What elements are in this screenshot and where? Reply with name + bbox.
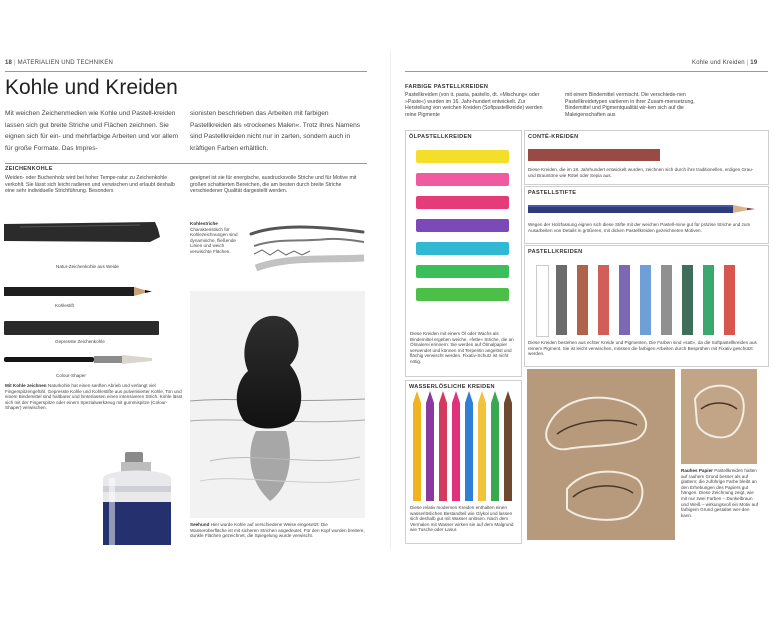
mit-kohle-bold: Mit Kohle zeichnen [5,383,47,388]
pastel-stick-brown [577,265,588,335]
left-page-header: 18 | MATERIALIEN UND TECHNIKEN [5,60,114,66]
oel-text: Diese Kreiden mit einem Öl oder Wachs als Bindemittel ergeben weiche, »fette« Striche, die an Ölmalerei erinnern. Sie werden auf Ölmalpapier verwendet und können mit Terpentin angelöst und flächig verwischt werden. Fixativ-Schutz ist nicht nötig. [410,331,514,364]
section-label: MATERIALIEN UND TECHNIKEN [17,60,114,66]
kohlestriche-heading: Kohlestriche [190,221,218,226]
stifte-heading: PASTELLSTIFTE [528,190,577,196]
right-page-header: Kohle und Kreiden | 19 [692,60,758,66]
pastel-stick-blue [640,265,651,335]
rauhes-text: Pastellkreiden halten auf rauhem Grund besser als auf glattem; die zuführige Farbe bleibt an den Erhebungen des Papiers gut hängen. Diese Zeichnung zeigt, wie mit nur zwei Farben – Dunkelbraun und Weiß – wirkungsvoll ein Motiv auf farbigem Grund gestaltet wer-den kann. [681,468,759,518]
conte-heading: CONTÉ-KREIDEN [528,134,579,140]
pastel-stick-green [703,265,714,335]
seehund-text: Hier wurde Kohle auf verschiedene Weise eingesetzt: Die Wasseroberfläche ist mit sicheren Strichen angedeutet. Für den Kopf wurden breitere, dunkle Flächen gezeichnet, die Spiegelung wurde verwischt. [190,522,365,539]
small-dog-drawing [681,369,757,464]
caption-shaper: Colour-Shaper [56,373,86,378]
seal-drawing [190,291,365,518]
seehund-bold: Seehund [190,522,210,527]
oel-heading: ÖLPASTELLKREIDEN [409,134,472,140]
conte-text: Diese Kreiden, die im 18. Jahrhundert entwickelt wurden, zeichnen sich durch ihre traditionellen, erdigen Grau- und Brauntöne wie Rötel oder Sepia aus. [528,167,754,178]
pastell-heading: PASTELLKREIDEN [528,249,583,255]
stifte-text: Wegen der Holzfassung eignen sich diese Stifte mit der weichen Pastell-mine gut für präzise Striche und zum Ausarbeiten von Details in größeren, mit dicken Pastellkreiden gezeichneten Motiven. [528,222,751,233]
oil-pastel-magenta [416,196,509,209]
water-crayon-8 [504,403,512,501]
oil-pastel-yellow [416,150,509,163]
pastel-stick-white [536,265,549,337]
charcoal-strokes [248,220,368,280]
farbige-col-1: Pastellkreiden (von it. pasta, pastello, dt. »Mischung« oder »Paste«) wurden im 16. Jahr-hundert entwickelt. Zur Herstellung von weichen Kreiden (Softpastellkreide) werden reine Pigmente [405,92,543,118]
charcoal-pencil [4,287,134,296]
section-rule [5,163,367,164]
rauhes-bold: Rauhes Papier [681,468,713,473]
pastel-stick-violet [619,265,630,335]
spray-can [97,448,177,545]
intro-col-2: sionisten beschrieben das Arbeiten mit farbigen Pastellkreiden als »trockenes Malen«. Trotz ihres Namens sind Pastellkreiden nicht nur in zarten, sondern auch in kräftigen Farben erhältlich. [190,110,361,152]
wasser-text: Diese relativ modernen Kreiden enthalten einen wasserlöslichen Bestandteil wie Glykol und lassen sich deshalb gut mit Wasser anlösen. Nach dem Vermalen mit Wasser wirken sie auf dem Malgrund wie Tusche oder Lasur. [410,505,514,533]
oil-pastel-pink [416,173,509,186]
compressed-charcoal [4,321,159,335]
gutter [390,50,391,550]
water-crayon-3 [439,403,447,501]
dog-drawing [527,369,675,540]
right-header-title: Kohle und Kreiden [692,60,745,66]
water-crayon-1 [413,403,421,501]
wasser-heading: WASSERLÖSLICHE KREIDEN [409,384,495,390]
water-crayon-4 [452,403,460,501]
zeichenkohle-heading: ZEICHENKOHLE [5,166,53,172]
header-rule-left [5,71,367,72]
colour-shaper-handle [4,357,94,362]
caption-gepresst: Gepresste Zeichenkohle [55,339,105,344]
oil-pastel-green-2 [416,288,509,301]
oil-pastel-purple [416,219,509,232]
pastell-text: Diese Kreiden bestehen aus echter Kreide und Pigmenten. Die Farben sind »satt«, da die Softpastellkreiden aus reinem Pigment. Sie ist leicht verwischen, müssen die farbigen Arbeiten durch Besprühen mit Fixativ geschützt werden. [528,340,757,357]
pastel-stick-grey [556,265,567,335]
caption-natur: Natur-Zeichenkohle aus Weide [56,264,119,269]
pastel-stick-red [598,265,609,335]
water-crayon-5 [465,403,473,501]
farbige-heading: FARBIGE PASTELLKREIDEN [405,84,489,90]
zeichenkohle-col-1: Weiden- oder Buchenholz wird bei hoher Tempe-ratur zu Zeichenkohle verkohlt. Sie lässt sich leicht radieren und verwischen und erlaubt deshalb eine sehr individuelle Strichführung. Besonders [5,175,175,195]
water-crayon-2 [426,403,434,501]
page-title: Kohle und Kreiden [5,76,178,99]
intro-col-1: Mit weichen Zeichenmedien wie Kohle und Pastell-kreiden lassen sich gut breite Striche und Flächen zeichnen. Sie eignen sich für ein- und mehrfarbige Arbeiten und vor allem für große Formate. Das Impres- [5,110,179,152]
caption-kohlestift: Kohlestift [55,303,74,308]
farbige-col-2: mit einem Bindemittel vermischt. Die verschiede-nen Pastellkreidetypen variieren in ihrer Zusam-mensetzung, Bindemittel und Pigmentqualität wir-ken sich auf die Maleigenschaften aus [565,92,695,118]
oil-pastel-green [416,265,509,278]
pastel-stick-grey-2 [661,265,672,335]
pastel-stick-coral [724,265,735,335]
kohlestriche-text: Charakteristisch für Kohlezeichnungen sind dynamische, fließende Linien und weich verwischte Flächen. [190,226,238,254]
page-number-right: 19 [750,60,758,66]
water-crayon-7 [491,403,499,501]
seehund-caption [190,522,365,539]
rauhes-caption [681,468,761,518]
page-number-left: 18 [5,60,13,66]
mit-kohle-caption [5,383,183,411]
mit-kohle-text: Naturkohle hat einen sanften Abrieb und verlangt viel Fingerspitzengefühl. Gepresste Kohle und Kohlestifte aus pulverisierter Kohle, Ton und einem Bindemittel sind haltbarer und hinterlassen einen intensiveren Strich. Kohle lässt sich mit der Fingerspitze oder einem Spezialwerkzeug mit gummispitze (Colour-Shaper) verwischen. [5,383,183,411]
water-crayon-6 [478,403,486,501]
oil-pastel-cyan [416,242,509,255]
header-rule-right [405,71,768,72]
charcoal-tools-illustration [0,215,185,380]
pastel-stick-dark-green [682,265,693,335]
conte-stick [528,149,660,161]
kohlestriche-caption [190,221,246,255]
zeichenkohle-col-2: geeignet ist sie für energische, ausdrucksvolle Striche und für Motive mit großen schattierten Bereichen, die am besten durch breite Striche verschiedener Qualität dargestellt werden. [190,175,357,195]
pastel-pencil [528,202,763,216]
